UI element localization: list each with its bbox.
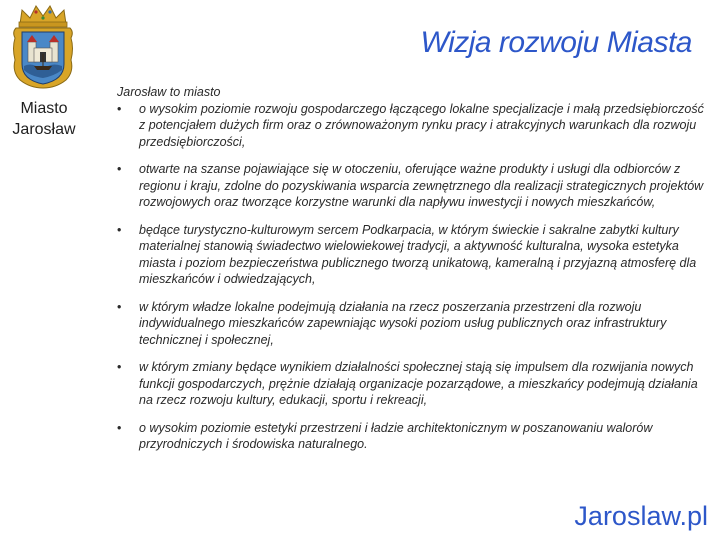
bullet-text: w którym zmiany będące wynikiem działalności społecznej stają się impulsem dla rozwijania nowych funkcji gospodarczych, prężnie działają organizacje pozarządowe, a mieszkańcy podejmują działania na rzecz rozwoju kultury, edukacji, sportu i rekreacji, [139,360,698,407]
sidebar [0,0,95,540]
bullet-icon: • [117,360,122,374]
bullet-icon: • [117,162,122,176]
list-item [117,101,709,151]
bullet-icon: • [117,420,122,435]
bullet-icon: • [117,222,122,237]
jaroslaw-coat-of-arms-icon [10,2,76,90]
bullet-icon: • [117,299,122,314]
bullet-text: w którym władze lokalne podejmują działania na rzecz poszerzania przestrzeni dla rozwoju indywidualnego mieszkańców zapewniając wysoki poziom usług publicznych oraz infrastruktury technicznej i społecznej, [139,299,667,347]
bullet-text: będące turystyczno-kulturowym sercem Podkarpacia, w którym świeckie i sakralne zabytki kultury materialnej stanowią świadectwo wielowiekowej tradycji, a aktywność kulturalna, wysoka estetyka miasta i poziom bezpieczeństwa publicznego tworzą unikatową, kameralną i przyjazną atmosferę dla mieszkańców i odwiedzających, [139,222,697,286]
bullet-text: otwarte na szanse pojawiające się w otoczeniu, oferujące ważne produkty i usługi dla odbiorców z regionu i kraju, zdolne do pozyskiwania wsparcia zewnętrznego dla realizacji strategicznych projektów rozwojowych oraz tworzące korzystne warunki dla napływu inwestycji i nowych mieszkańców, [139,162,704,209]
list-item [117,299,709,349]
list-item [117,222,709,288]
bullet-icon: • [117,101,122,116]
list-item [117,359,709,409]
list-item [117,420,709,453]
city-name [4,98,84,140]
bullet-text: o wysokim poziomie estetyki przestrzeni i ładzie architektonicznym w poszanowaniu walorów przyrodniczych i środowiska naturalnego. [139,420,653,451]
page-title: Wizja rozwoju Miasta [420,26,692,59]
city-name-line2: Jarosław [12,121,76,138]
city-name-line1: Miasto [20,100,68,117]
brand-name: Jaroslaw [574,501,680,531]
intro-text: Jarosław to miasto [117,85,221,99]
vision-bullet-list [117,101,709,453]
brand-tld: pl [686,501,708,531]
brand-logo [574,501,708,532]
brand-dot: . [679,501,687,531]
vision-content [117,84,709,464]
bullet-text: o wysokim poziomie rozwoju gospodarczego łączącego lokalne specjalizacje i małą przedsiębiorczość z potencjałem dużych firm oraz o zrównoważonym rynku pracy i atrakcyjnych warunkach dla rozwoju przedsiębiorczości, [139,101,704,149]
list-item [117,161,709,211]
